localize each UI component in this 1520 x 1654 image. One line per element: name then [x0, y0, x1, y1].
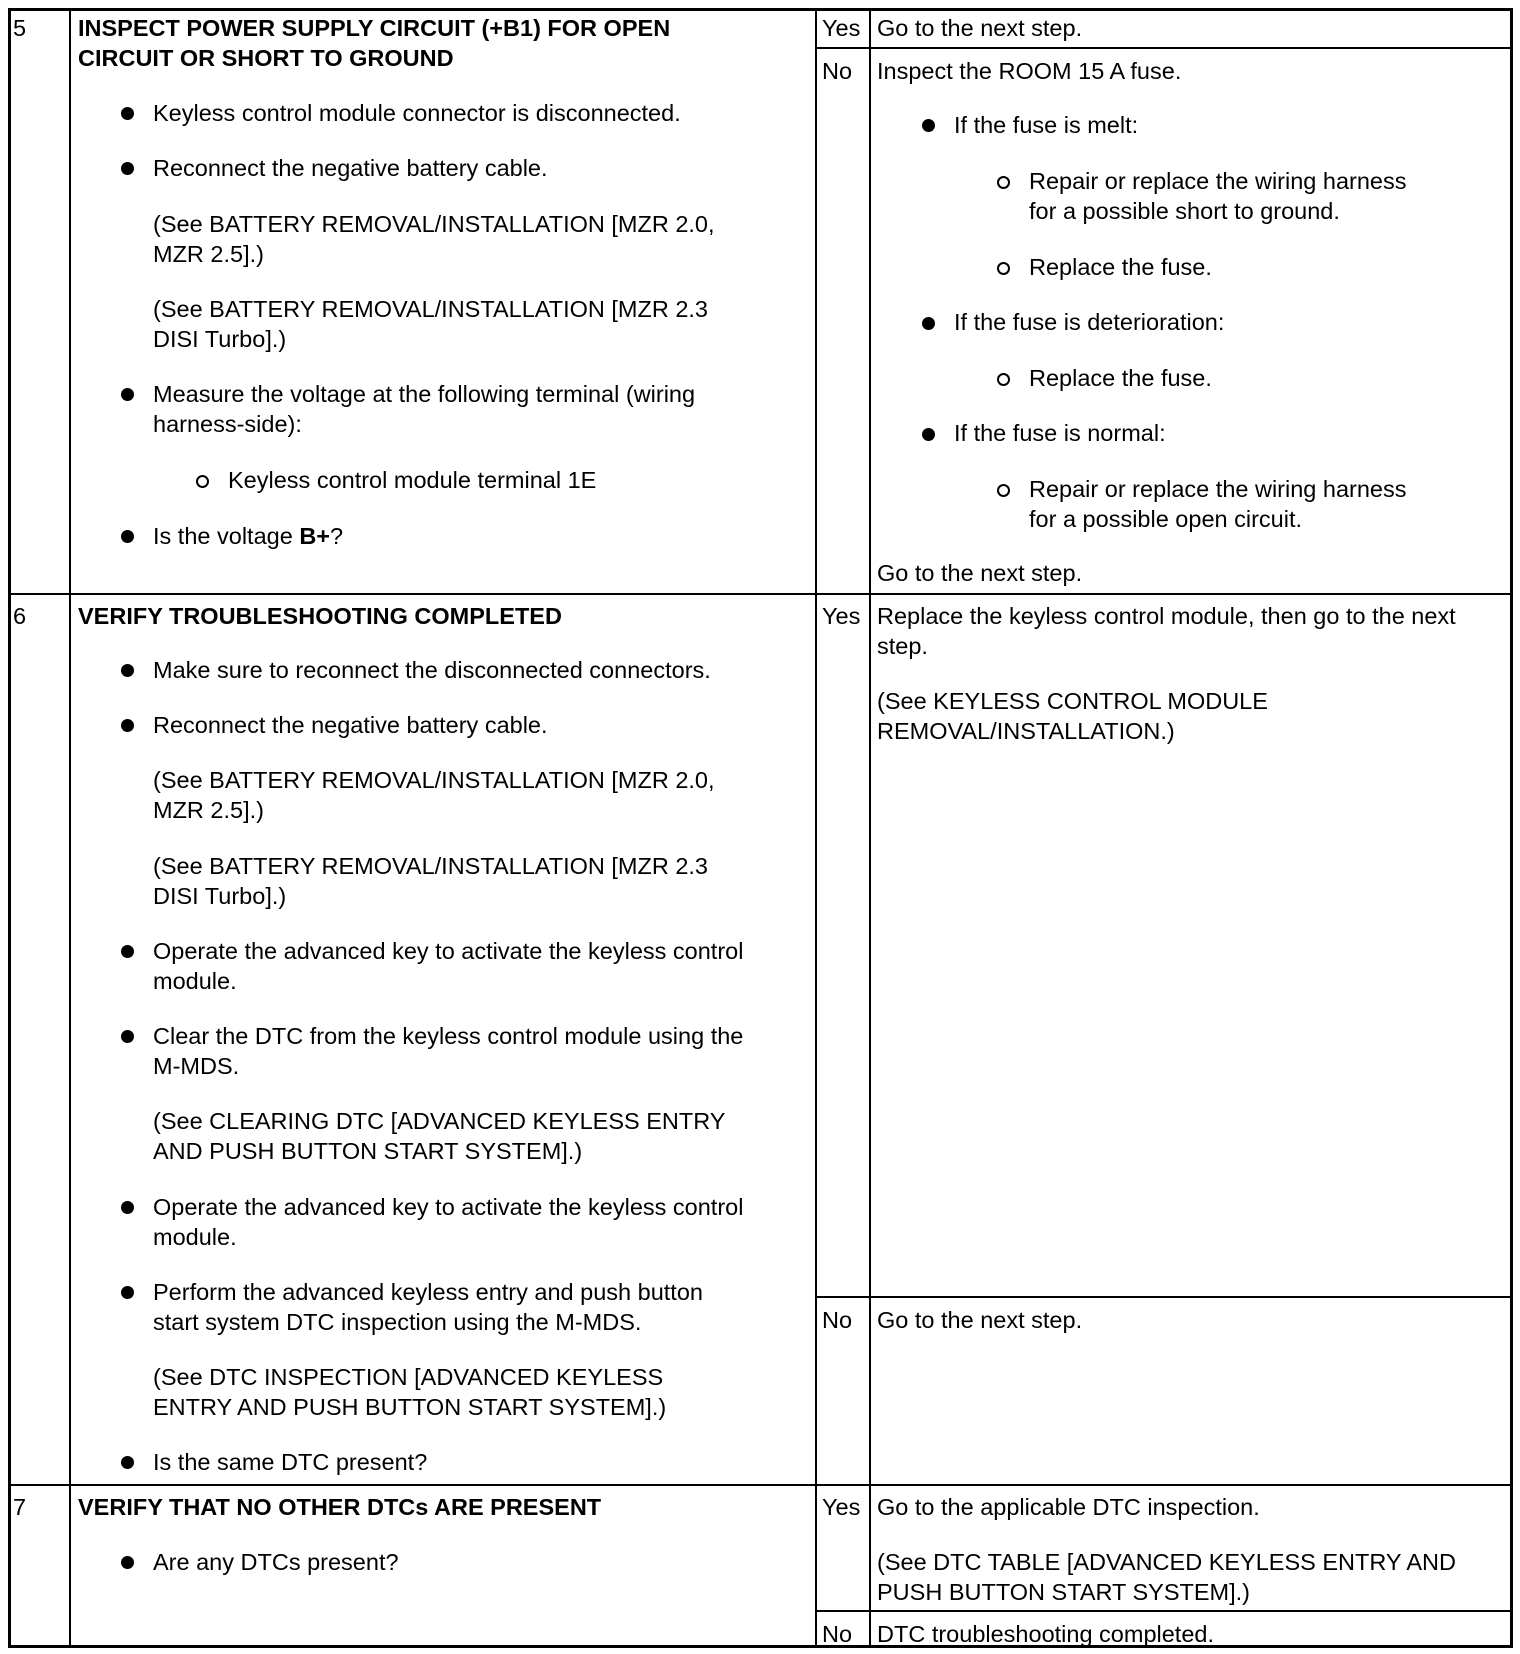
no-condition: If the fuse is melt: — [954, 112, 1139, 138]
sub-item: Keyless control module terminal 1E — [228, 467, 597, 493]
action-item: Is the voltage B+? — [153, 523, 344, 549]
action-item: Operate the advanced key to activate the keyless control — [153, 1194, 744, 1220]
no-action: Repair or replace the wiring harness — [1029, 168, 1407, 194]
row-divider-step6-step7 — [8, 1484, 1513, 1486]
no-result: Go to the next step. — [877, 560, 1083, 586]
no-action: Replace the fuse. — [1029, 365, 1212, 391]
bullet-icon — [121, 945, 134, 958]
bullet-icon — [121, 719, 134, 732]
reference-text: (See DTC INSPECTION [ADVANCED KEYLESS — [153, 1364, 664, 1390]
action-item: Perform the advanced keyless entry and push button — [153, 1279, 703, 1305]
no-action: Repair or replace the wiring harness — [1029, 476, 1407, 502]
bullet-icon — [121, 1201, 134, 1214]
no-label: No — [822, 1307, 853, 1333]
sub-bullet-icon — [997, 176, 1010, 189]
row-divider-step7-yes-no — [815, 1610, 1511, 1612]
column-divider-result — [869, 8, 871, 1648]
action-item: Keyless control module connector is disconnected. — [153, 100, 681, 126]
reference-text: MZR 2.5].) — [153, 241, 264, 267]
reference-text: ENTRY AND PUSH BUTTON START SYSTEM].) — [153, 1394, 667, 1420]
action-item: Measure the voltage at the following terminal (wiring — [153, 381, 696, 407]
bullet-icon — [121, 530, 134, 543]
action-item: Reconnect the negative battery cable. — [153, 155, 548, 181]
no-action: Replace the fuse. — [1029, 254, 1212, 280]
reference-text: (See BATTERY REMOVAL/INSTALLATION [MZR 2.3 — [153, 296, 709, 322]
sub-bullet-icon — [997, 373, 1010, 386]
no-action: for a possible open circuit. — [1029, 506, 1303, 532]
bullet-icon — [121, 107, 134, 120]
reference-text: PUSH BUTTON START SYSTEM].) — [877, 1579, 1251, 1605]
reference-text: REMOVAL/INSTALLATION.) — [877, 718, 1175, 744]
action-item: start system DTC inspection using the M-MDS. — [153, 1309, 642, 1335]
no-condition: If the fuse is deterioration: — [954, 309, 1225, 335]
step-number: 5 — [13, 15, 27, 41]
no-result: DTC troubleshooting completed. — [877, 1621, 1215, 1647]
action-item: Are any DTCs present? — [153, 1549, 399, 1575]
reference-text: MZR 2.5].) — [153, 797, 264, 823]
bullet-icon — [121, 1456, 134, 1469]
bullet-icon — [121, 162, 134, 175]
yes-result: step. — [877, 633, 928, 659]
bullet-icon — [121, 1030, 134, 1043]
yes-label: Yes — [822, 1494, 861, 1520]
bullet-icon — [922, 428, 935, 441]
no-label: No — [822, 58, 853, 84]
no-result: Inspect the ROOM 15 A fuse. — [877, 58, 1182, 84]
reference-text: (See KEYLESS CONTROL MODULE — [877, 688, 1268, 714]
bullet-icon — [121, 388, 134, 401]
action-item: Is the same DTC present? — [153, 1449, 428, 1475]
action-item: Operate the advanced key to activate the keyless control — [153, 938, 744, 964]
reference-text: DISI Turbo].) — [153, 326, 287, 352]
reference-text: AND PUSH BUTTON START SYSTEM].) — [153, 1138, 583, 1164]
action-item: Clear the DTC from the keyless control module using the — [153, 1023, 744, 1049]
step-title: VERIFY TROUBLESHOOTING COMPLETED — [78, 603, 562, 629]
bullet-icon — [121, 1286, 134, 1299]
sub-bullet-icon — [196, 475, 209, 488]
reference-text: (See DTC TABLE [ADVANCED KEYLESS ENTRY AND — [877, 1549, 1456, 1575]
bullet-icon — [922, 317, 935, 330]
no-label: No — [822, 1621, 853, 1647]
step-title: CIRCUIT OR SHORT TO GROUND — [78, 45, 454, 71]
action-item: module. — [153, 1224, 237, 1250]
yes-result: Replace the keyless control module, then go to the next — [877, 603, 1456, 629]
reference-text: (See CLEARING DTC [ADVANCED KEYLESS ENTRY — [153, 1108, 726, 1134]
reference-text: (See BATTERY REMOVAL/INSTALLATION [MZR 2.3 — [153, 853, 709, 879]
bullet-icon — [121, 664, 134, 677]
reference-text: (See BATTERY REMOVAL/INSTALLATION [MZR 2.0, — [153, 211, 715, 237]
sub-bullet-icon — [997, 484, 1010, 497]
reference-text: (See BATTERY REMOVAL/INSTALLATION [MZR 2.0, — [153, 767, 715, 793]
yes-label: Yes — [822, 603, 861, 629]
step-number: 6 — [13, 603, 27, 629]
action-item: Reconnect the negative battery cable. — [153, 712, 548, 738]
action-item: module. — [153, 968, 237, 994]
bullet-icon — [922, 119, 935, 132]
row-divider-step5-step6 — [8, 593, 1513, 595]
column-divider-number — [69, 8, 71, 1648]
no-condition: If the fuse is normal: — [954, 420, 1166, 446]
column-divider-action — [815, 8, 817, 1648]
step-title: VERIFY THAT NO OTHER DTCs ARE PRESENT — [78, 1494, 602, 1520]
yes-result: Go to the next step. — [877, 15, 1083, 41]
sub-bullet-icon — [997, 262, 1010, 275]
row-divider-step6-yes-no — [815, 1296, 1511, 1298]
no-action: for a possible short to ground. — [1029, 198, 1340, 224]
row-divider-step5-yes-no — [815, 47, 1511, 49]
action-item: M-MDS. — [153, 1053, 240, 1079]
action-item: Make sure to reconnect the disconnected connectors. — [153, 657, 711, 683]
yes-result: Go to the applicable DTC inspection. — [877, 1494, 1260, 1520]
step-title: INSPECT POWER SUPPLY CIRCUIT (+B1) FOR OPEN — [78, 15, 671, 41]
reference-text: DISI Turbo].) — [153, 883, 287, 909]
yes-label: Yes — [822, 15, 861, 41]
action-item: harness-side): — [153, 411, 302, 437]
no-result: Go to the next step. — [877, 1307, 1083, 1333]
step-number: 7 — [13, 1494, 27, 1520]
bullet-icon — [121, 1556, 134, 1569]
